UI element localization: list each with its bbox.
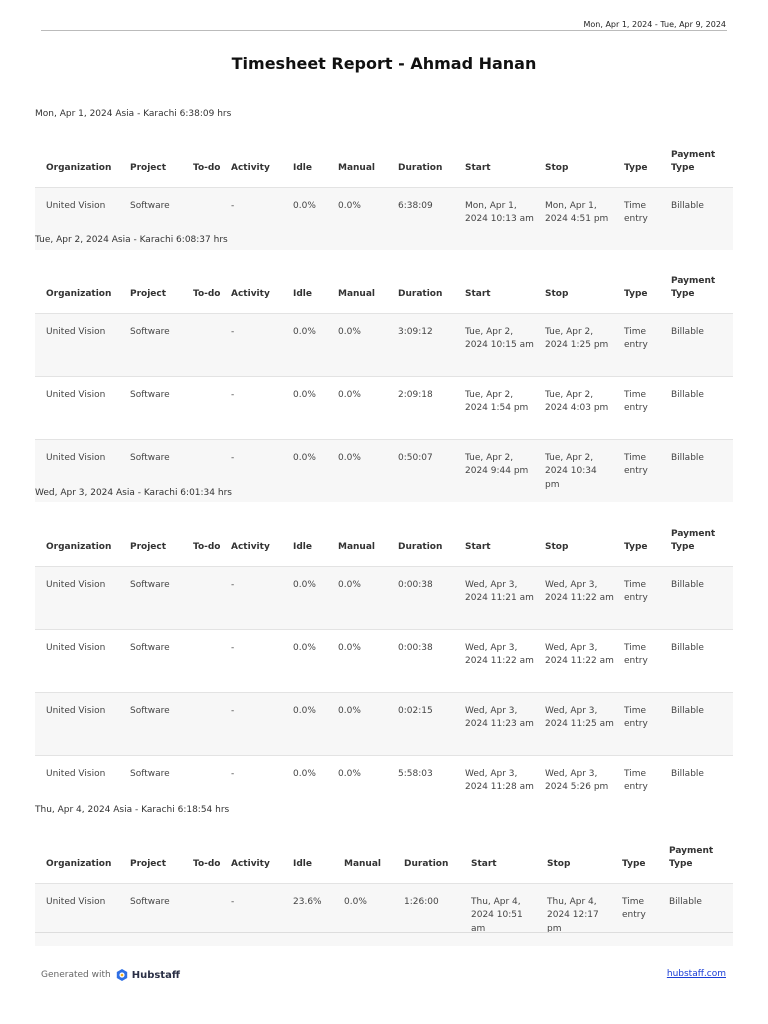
- cell-stop: Wed, Apr 3, 2024 11:22 am: [545, 642, 614, 666]
- cell-type: Time entry: [624, 389, 648, 413]
- cell-project: Software: [130, 768, 170, 779]
- column-header-organization: Organization: [46, 542, 112, 552]
- cell-start: Wed, Apr 3, 2024 11:28 am: [465, 768, 534, 792]
- column-header-duration: Duration: [404, 859, 449, 869]
- cell-start: Wed, Apr 3, 2024 11:23 am: [465, 705, 534, 729]
- column-header-organization: Organization: [46, 163, 112, 173]
- cell-idle: 0.0%: [293, 579, 316, 590]
- cell-manual: 0.0%: [338, 705, 361, 716]
- cell-start: Tue, Apr 2, 2024 9:44 pm: [465, 452, 529, 476]
- column-header-payment-type: Payment Type: [669, 845, 714, 869]
- column-header-project: Project: [130, 542, 167, 552]
- cell-manual: 0.0%: [338, 452, 361, 463]
- column-header-manual: Manual: [344, 859, 382, 869]
- column-header-idle: Idle: [293, 163, 312, 173]
- hubstaff-link[interactable]: hubstaff.com: [666, 969, 726, 979]
- cell-organization: United Vision: [46, 452, 106, 463]
- column-header-activity: Activity: [231, 859, 270, 869]
- column-header-organization: Organization: [46, 859, 112, 869]
- column-header-duration: Duration: [398, 289, 443, 299]
- cell-payment-type: Billable: [669, 896, 702, 907]
- cell-activity: -: [231, 642, 235, 653]
- column-header-organization: Organization: [46, 289, 112, 299]
- cell-duration: 0:02:15: [398, 705, 433, 716]
- column-header-stop: Stop: [545, 289, 569, 299]
- cell-organization: United Vision: [46, 705, 106, 716]
- column-header-stop: Stop: [545, 542, 569, 552]
- cell-stop: Thu, Apr 4, 2024 12:17 pm: [547, 896, 599, 934]
- column-header-todo: To-do: [193, 859, 221, 869]
- cell-idle: 23.6%: [293, 896, 322, 907]
- cell-type: Time entry: [624, 705, 648, 729]
- column-header-manual: Manual: [338, 289, 376, 299]
- cell-type: Time entry: [624, 326, 648, 350]
- cell-start: Wed, Apr 3, 2024 11:22 am: [465, 642, 534, 666]
- table-header-row: [35, 249, 733, 313]
- column-header-activity: Activity: [231, 163, 270, 173]
- hubstaff-logo: [115, 968, 180, 982]
- cell-idle: 0.0%: [293, 768, 316, 779]
- cell-payment-type: Billable: [671, 579, 704, 590]
- footer-divider: [35, 932, 733, 933]
- cell-organization: United Vision: [46, 896, 106, 907]
- cell-type: Time entry: [624, 642, 648, 666]
- cell-duration: 0:50:07: [398, 452, 433, 463]
- hubstaff-logo-icon: [115, 968, 129, 982]
- cell-type: Time entry: [624, 579, 648, 603]
- cell-duration: 3:09:12: [398, 326, 433, 337]
- header-divider: [41, 30, 727, 31]
- cell-activity: -: [231, 389, 235, 400]
- table-header-row: [35, 819, 733, 883]
- column-header-duration: Duration: [398, 542, 443, 552]
- table-header-row: [35, 502, 733, 566]
- cell-type: Time entry: [624, 452, 648, 476]
- cell-project: Software: [130, 896, 170, 907]
- column-header-activity: Activity: [231, 542, 270, 552]
- cell-manual: 0.0%: [338, 326, 361, 337]
- cell-manual: 0.0%: [338, 200, 361, 211]
- column-header-payment-type: Payment Type: [671, 149, 716, 173]
- table-row: [35, 313, 733, 376]
- column-header-activity: Activity: [231, 289, 270, 299]
- timesheet-table: [35, 819, 733, 946]
- column-header-manual: Manual: [338, 542, 376, 552]
- day-heading: Tue, Apr 2, 2024 Asia - Karachi 6:08:37 hrs: [35, 235, 228, 245]
- generated-with-label: Generated with: [41, 970, 111, 980]
- cell-project: Software: [130, 389, 170, 400]
- cell-manual: 0.0%: [338, 579, 361, 590]
- cell-payment-type: Billable: [671, 642, 704, 653]
- cell-stop: Wed, Apr 3, 2024 11:22 am: [545, 579, 614, 603]
- cell-payment-type: Billable: [671, 389, 704, 400]
- table-row: [35, 692, 733, 755]
- column-header-payment-type: Payment Type: [671, 275, 716, 299]
- table-row: [35, 566, 733, 629]
- cell-todo: [187, 629, 225, 692]
- cell-idle: 0.0%: [293, 705, 316, 716]
- column-header-payment-type: Payment Type: [671, 528, 716, 552]
- cell-idle: 0.0%: [293, 452, 316, 463]
- cell-duration: 0:00:38: [398, 579, 433, 590]
- column-header-stop: Stop: [545, 163, 569, 173]
- cell-organization: United Vision: [46, 642, 106, 653]
- timesheet-table: [35, 123, 733, 250]
- cell-duration: 5:58:03: [398, 768, 433, 779]
- cell-manual: 0.0%: [344, 896, 367, 907]
- table-header-row: [35, 123, 733, 187]
- date-range: Mon, Apr 1, 2024 - Tue, Apr 9, 2024: [583, 20, 726, 29]
- table-row: [35, 629, 733, 692]
- table-row: [35, 376, 733, 439]
- column-header-stop: Stop: [547, 859, 571, 869]
- column-header-start: Start: [465, 163, 491, 173]
- cell-payment-type: Billable: [671, 326, 704, 337]
- column-header-todo: To-do: [193, 289, 221, 299]
- cell-stop: Mon, Apr 1, 2024 4:51 pm: [545, 200, 609, 224]
- column-header-type: Type: [624, 289, 648, 299]
- cell-idle: 0.0%: [293, 642, 316, 653]
- timesheet-table: [35, 249, 733, 502]
- cell-activity: -: [231, 705, 235, 716]
- cell-activity: -: [231, 579, 235, 590]
- cell-type: Time entry: [622, 896, 646, 920]
- cell-stop: Tue, Apr 2, 2024 4:03 pm: [545, 389, 609, 413]
- cell-idle: 0.0%: [293, 200, 316, 211]
- column-header-idle: Idle: [293, 859, 312, 869]
- column-header-manual: Manual: [338, 163, 376, 173]
- column-header-project: Project: [130, 289, 167, 299]
- column-header-project: Project: [130, 163, 167, 173]
- cell-manual: 0.0%: [338, 389, 361, 400]
- cell-stop: Tue, Apr 2, 2024 1:25 pm: [545, 326, 609, 350]
- cell-organization: United Vision: [46, 768, 106, 779]
- cell-stop: Wed, Apr 3, 2024 5:26 pm: [545, 768, 609, 792]
- cell-idle: 0.0%: [293, 326, 316, 337]
- column-header-start: Start: [465, 289, 491, 299]
- column-header-type: Type: [622, 859, 646, 869]
- generated-with: [41, 968, 180, 982]
- day-heading: Thu, Apr 4, 2024 Asia - Karachi 6:18:54 hrs: [35, 805, 230, 815]
- cell-todo: [187, 692, 225, 755]
- cell-duration: 1:26:00: [404, 896, 439, 907]
- cell-project: Software: [130, 452, 170, 463]
- timesheet-table: [35, 502, 733, 818]
- cell-organization: United Vision: [46, 579, 106, 590]
- cell-todo: [187, 566, 225, 629]
- cell-payment-type: Billable: [671, 452, 704, 463]
- cell-todo: [187, 376, 225, 439]
- cell-project: Software: [130, 579, 170, 590]
- column-header-idle: Idle: [293, 542, 312, 552]
- cell-duration: 6:38:09: [398, 200, 433, 211]
- cell-start: Tue, Apr 2, 2024 10:15 am: [465, 326, 534, 350]
- cell-duration: 2:09:18: [398, 389, 433, 400]
- cell-idle: 0.0%: [293, 389, 316, 400]
- column-header-start: Start: [465, 542, 491, 552]
- cell-organization: United Vision: [46, 200, 106, 211]
- cell-todo: [187, 313, 225, 376]
- cell-project: Software: [130, 326, 170, 337]
- hubstaff-logo-text: Hubstaff: [131, 969, 180, 981]
- cell-activity: -: [231, 768, 235, 779]
- cell-stop: Tue, Apr 2, 2024 10:34 pm: [545, 452, 597, 490]
- cell-payment-type: Billable: [671, 705, 704, 716]
- column-header-todo: To-do: [193, 163, 221, 173]
- day-heading: Mon, Apr 1, 2024 Asia - Karachi 6:38:09 hrs: [35, 109, 232, 119]
- cell-type: Time entry: [624, 768, 648, 792]
- cell-organization: United Vision: [46, 389, 106, 400]
- cell-activity: -: [231, 200, 235, 211]
- column-header-type: Type: [624, 163, 648, 173]
- cell-type: Time entry: [624, 200, 648, 224]
- table-row: [35, 883, 733, 946]
- cell-start: Wed, Apr 3, 2024 11:21 am: [465, 579, 534, 603]
- cell-activity: -: [231, 326, 235, 337]
- cell-start: Thu, Apr 4, 2024 10:51 am: [471, 896, 523, 934]
- column-header-todo: To-do: [193, 542, 221, 552]
- column-header-duration: Duration: [398, 163, 443, 173]
- column-header-type: Type: [624, 542, 648, 552]
- column-header-idle: Idle: [293, 289, 312, 299]
- cell-manual: 0.0%: [338, 642, 361, 653]
- cell-start: Tue, Apr 2, 2024 1:54 pm: [465, 389, 529, 413]
- cell-project: Software: [130, 642, 170, 653]
- cell-todo: [187, 883, 225, 946]
- cell-payment-type: Billable: [671, 768, 704, 779]
- cell-manual: 0.0%: [338, 768, 361, 779]
- cell-duration: 0:00:38: [398, 642, 433, 653]
- cell-organization: United Vision: [46, 326, 106, 337]
- cell-stop: Wed, Apr 3, 2024 11:25 am: [545, 705, 614, 729]
- cell-project: Software: [130, 705, 170, 716]
- cell-activity: -: [231, 452, 235, 463]
- cell-payment-type: Billable: [671, 200, 704, 211]
- report-title: Timesheet Report - Ahmad Hanan: [231, 54, 537, 73]
- column-header-start: Start: [471, 859, 497, 869]
- cell-start: Mon, Apr 1, 2024 10:13 am: [465, 200, 534, 224]
- column-header-project: Project: [130, 859, 167, 869]
- cell-activity: -: [231, 896, 235, 907]
- day-heading: Wed, Apr 3, 2024 Asia - Karachi 6:01:34 hrs: [35, 488, 232, 498]
- cell-project: Software: [130, 200, 170, 211]
